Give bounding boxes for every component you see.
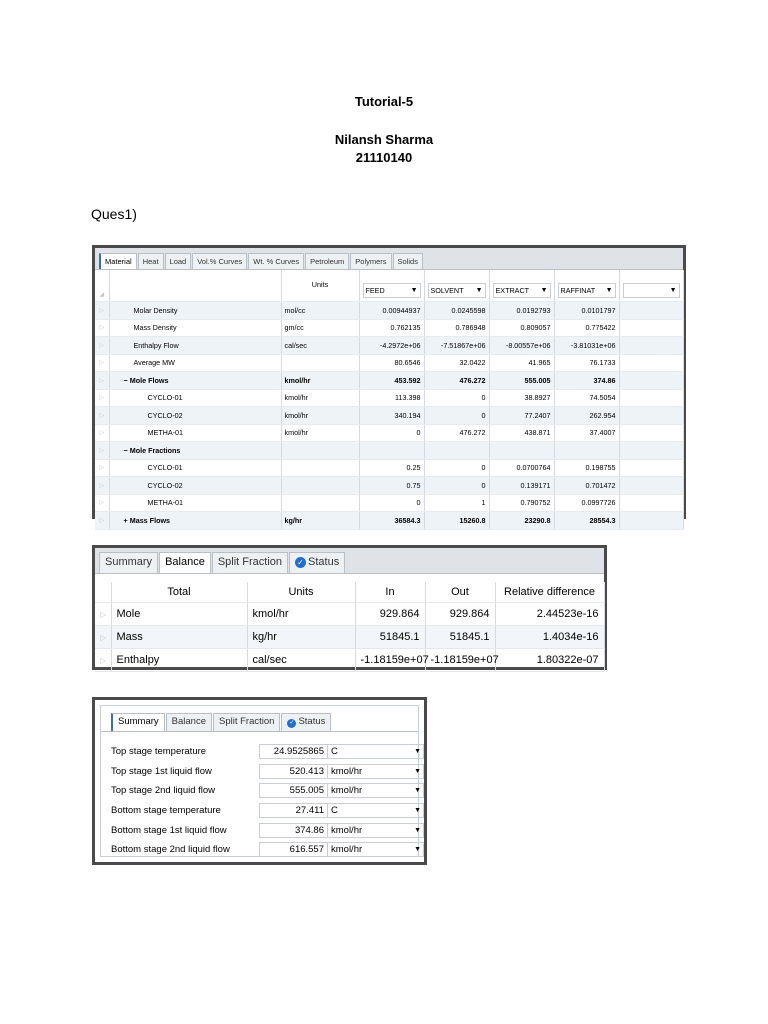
summary-label: Bottom stage 2nd liquid flow [111, 844, 230, 856]
tab-summary[interactable]: Summary [99, 552, 158, 573]
row-label: − Mole Fractions [109, 442, 281, 460]
header-in: In [355, 582, 425, 603]
summary-label: Bottom stage 1st liquid flow [111, 824, 227, 836]
tab-material[interactable]: Material [99, 253, 137, 269]
row-units: kmol/hr [281, 424, 359, 442]
summary-form [111, 742, 424, 860]
table-cell: 1.4034e-16 [495, 626, 604, 649]
table-cell[interactable]: -4.2972e+06 [359, 337, 424, 355]
table-cell[interactable]: 0.75 [359, 477, 424, 495]
header-relative-difference: Relative difference [495, 582, 604, 603]
row-expander[interactable]: ▷ [95, 302, 109, 320]
row-units: kmol/hr [281, 372, 359, 390]
table-cell: 929.864 [355, 603, 425, 626]
chevron-down-icon[interactable]: ▼ [414, 807, 421, 815]
table-cell: 1.80322e-07 [495, 649, 604, 672]
row-expander[interactable]: ▷ [95, 372, 109, 390]
stream-tabbar [95, 248, 683, 270]
table-cell [619, 319, 683, 337]
table-cell: kg/hr [247, 626, 355, 649]
row-label: CYCLO-01 [109, 389, 281, 407]
table-cell[interactable]: 453.592 [359, 372, 424, 390]
table-cell[interactable]: 0.790752 [489, 494, 554, 512]
row-label: − Mole Flows [109, 372, 281, 390]
row-expander[interactable]: ▷ [95, 337, 109, 355]
row-units: kg/hr [281, 512, 359, 530]
table-row [95, 372, 683, 390]
row-units [281, 477, 359, 495]
table-cell[interactable]: 32.0422 [424, 354, 489, 372]
table-cell[interactable]: 0.139171 [489, 477, 554, 495]
summary-label: Bottom stage temperature [111, 805, 221, 817]
check-circle-icon: ✓ [289, 720, 295, 726]
tab-split-fraction[interactable]: Split Fraction [213, 713, 280, 731]
table-cell[interactable]: 28554.3 [554, 512, 619, 530]
row-units: gm/cc [281, 319, 359, 337]
table-cell[interactable]: 0.786948 [424, 319, 489, 337]
row-units [281, 459, 359, 477]
row-label: METHA-01 [109, 424, 281, 442]
row-label: CYCLO-01 [109, 459, 281, 477]
table-cell: -1.18159e+07 [425, 649, 495, 672]
chevron-down-icon[interactable]: ▼ [414, 748, 421, 756]
table-row [95, 319, 683, 337]
tab-wt-curves[interactable]: Wt. % Curves [248, 253, 304, 269]
unit-select[interactable]: kmol/hr ▼ [328, 764, 424, 779]
table-cell[interactable]: 476.272 [424, 372, 489, 390]
tab-status[interactable]: ✓ Status [289, 552, 345, 573]
chevron-down-icon[interactable]: ▼ [414, 787, 421, 795]
header-total: Total [111, 582, 247, 603]
summary-label: Top stage 1st liquid flow [111, 765, 212, 777]
row-expander[interactable]: ▷ [95, 354, 109, 372]
table-cell: 929.864 [425, 603, 495, 626]
table-cell[interactable] [489, 442, 554, 460]
column-raffinate[interactable]: RAFFINAT ▼ [554, 270, 619, 302]
chevron-down-icon[interactable]: ▼ [475, 287, 483, 294]
row-units [281, 442, 359, 460]
chevron-down-icon[interactable]: ▼ [410, 287, 418, 294]
row-expander[interactable]: ▷ [95, 424, 109, 442]
table-cell [619, 389, 683, 407]
tab-heat[interactable]: Heat [138, 253, 164, 269]
table-cell [619, 354, 683, 372]
tab-split-fraction[interactable]: Split Fraction [212, 552, 288, 573]
table-cell [619, 459, 683, 477]
balance-screenshot [92, 545, 607, 670]
table-cell[interactable]: 0.25 [359, 459, 424, 477]
table-cell: -1.18159e+07 [355, 649, 425, 672]
tab-load[interactable]: Load [165, 253, 192, 269]
column-solvent[interactable]: SOLVENT ▼ [424, 270, 489, 302]
stream-results-screenshot [92, 245, 686, 525]
table-cell[interactable]: -7.51867e+06 [424, 337, 489, 355]
tab-status[interactable]: ✓ Status [281, 713, 331, 731]
collapse-icon[interactable]: − [123, 445, 128, 455]
expand-icon[interactable]: + [123, 515, 128, 525]
table-cell[interactable]: 0 [359, 424, 424, 442]
summary-row [111, 801, 424, 821]
row-expander[interactable]: ▷ [95, 603, 111, 626]
tab-balance[interactable]: Balance [166, 713, 212, 731]
table-cell [619, 424, 683, 442]
table-cell[interactable]: 36584.3 [359, 512, 424, 530]
summary-screenshot [92, 697, 427, 865]
table-cell[interactable]: 77.2407 [489, 407, 554, 425]
table-cell [619, 494, 683, 512]
table-cell[interactable]: 0.775422 [554, 319, 619, 337]
table-cell[interactable]: 0 [424, 389, 489, 407]
table-cell[interactable]: 476.272 [424, 424, 489, 442]
chevron-down-icon[interactable]: ▼ [414, 767, 421, 775]
row-label: Average MW [109, 354, 281, 372]
row-label: METHA-01 [109, 494, 281, 512]
table-row [95, 477, 683, 495]
table-cell: 51845.1 [355, 626, 425, 649]
table-cell[interactable]: 340.194 [359, 407, 424, 425]
table-row [95, 512, 683, 530]
summary-row [111, 840, 424, 860]
header-units: Units [247, 582, 355, 603]
chevron-down-icon[interactable]: ▼ [414, 826, 421, 834]
chevron-down-icon[interactable]: ▼ [540, 287, 548, 294]
table-cell [619, 442, 683, 460]
column-empty[interactable] [619, 270, 683, 302]
row-expander[interactable]: ▷ [95, 319, 109, 337]
summary-row [111, 820, 424, 840]
table-cell[interactable] [424, 442, 489, 460]
row-expander[interactable]: ▷ [95, 477, 109, 495]
table-row [95, 649, 604, 672]
table-cell[interactable]: 555.005 [489, 372, 554, 390]
table-cell: cal/sec [247, 649, 355, 672]
row-expander[interactable]: ▷ [95, 649, 111, 672]
unit-select[interactable]: C ▼ [328, 744, 424, 759]
table-cell[interactable]: 438.871 [489, 424, 554, 442]
roll-number: 21110140 [355, 150, 413, 165]
table-cell[interactable]: 1 [424, 494, 489, 512]
chevron-down-icon[interactable]: ▼ [669, 287, 677, 294]
doc-title: Tutorial-5 [354, 94, 414, 109]
collapse-icon[interactable]: − [123, 375, 128, 385]
summary-row [111, 742, 424, 762]
table-cell[interactable]: 0.809057 [489, 319, 554, 337]
table-row [95, 302, 683, 320]
row-units: mol/cc [281, 302, 359, 320]
table-cell[interactable]: 0 [359, 494, 424, 512]
summary-value-field[interactable]: 555.005 [259, 783, 328, 798]
table-cell[interactable]: 0 [424, 407, 489, 425]
table-cell[interactable] [554, 442, 619, 460]
row-units: cal/sec [281, 337, 359, 355]
table-cell[interactable]: 113.398 [359, 389, 424, 407]
check-circle-icon: ✓ [295, 557, 306, 568]
tab-polymers[interactable]: Polymers [350, 253, 391, 269]
table-cell [619, 477, 683, 495]
table-cell[interactable]: 0.0997726 [554, 494, 619, 512]
summary-row [111, 762, 424, 782]
column-extract[interactable]: EXTRACT ▼ [489, 270, 554, 302]
table-cell[interactable]: 38.8927 [489, 389, 554, 407]
summary-value-field[interactable]: 24.9525865 [259, 744, 328, 759]
table-cell[interactable]: 0 [424, 477, 489, 495]
unit-select[interactable]: C ▼ [328, 803, 424, 818]
balance-table [95, 582, 605, 672]
table-cell[interactable]: 15260.8 [424, 512, 489, 530]
header-blank [95, 582, 111, 603]
table-cell[interactable]: -3.81031e+06 [554, 337, 619, 355]
table-cell[interactable]: 0.0192793 [489, 302, 554, 320]
row-label: Mass Density [109, 319, 281, 337]
summary-label: Top stage temperature [111, 746, 207, 758]
header-out: Out [425, 582, 495, 603]
tab-solids[interactable]: Solids [393, 253, 423, 269]
table-row [95, 494, 683, 512]
table-row [95, 337, 683, 355]
balance-header-row [95, 582, 604, 603]
table-cell[interactable]: 374.86 [554, 372, 619, 390]
tab-balance[interactable]: Balance [159, 552, 211, 573]
table-cell[interactable]: 80.6546 [359, 354, 424, 372]
row-label: Molar Density [109, 302, 281, 320]
summary-tabbar [101, 706, 418, 732]
table-cell [619, 512, 683, 530]
row-units: kmol/hr [281, 407, 359, 425]
question-label: Ques1) [91, 206, 137, 222]
units-header: Units [281, 270, 359, 302]
table-cell: 2.44523e-16 [495, 603, 604, 626]
row-expander[interactable]: ▷ [95, 389, 109, 407]
table-cell: kmol/hr [247, 603, 355, 626]
table-cell[interactable]: 0.762135 [359, 319, 424, 337]
unit-select[interactable]: kmol/hr ▼ [328, 823, 424, 838]
summary-value-field[interactable]: 27.411 [259, 803, 328, 818]
table-cell[interactable]: 76.1733 [554, 354, 619, 372]
chevron-down-icon[interactable]: ▼ [605, 287, 613, 294]
row-expander[interactable]: ▷ [95, 442, 109, 460]
table-cell[interactable]: 23290.8 [489, 512, 554, 530]
unit-select[interactable]: kmol/hr ▼ [328, 842, 424, 857]
table-cell[interactable]: 0.198755 [554, 459, 619, 477]
table-cell[interactable]: 0.701472 [554, 477, 619, 495]
row-label: Enthalpy Flow [109, 337, 281, 355]
tab-petroleum[interactable]: Petroleum [305, 253, 349, 269]
column-feed[interactable]: FEED ▼ [359, 270, 424, 302]
table-row [95, 424, 683, 442]
table-cell[interactable]: 262.954 [554, 407, 619, 425]
table-cell[interactable]: 0.0245598 [424, 302, 489, 320]
row-expander[interactable]: ▷ [95, 459, 109, 477]
table-cell[interactable]: 0.00944937 [359, 302, 424, 320]
table-cell: Mole [111, 603, 247, 626]
summary-label: Top stage 2nd liquid flow [111, 785, 216, 797]
row-units [281, 354, 359, 372]
chevron-down-icon[interactable]: ▼ [414, 846, 421, 854]
summary-value-field[interactable]: 616.557 [259, 842, 328, 857]
row-units: kmol/hr [281, 389, 359, 407]
table-cell[interactable]: 74.5054 [554, 389, 619, 407]
header-blank [109, 270, 281, 302]
table-cell [619, 372, 683, 390]
table-row [95, 603, 604, 626]
table-row [95, 442, 683, 460]
table-cell[interactable]: 37.4007 [554, 424, 619, 442]
row-expander[interactable]: ▷ [95, 512, 109, 530]
row-label: + Mass Flows [109, 512, 281, 530]
grid-corner: ◢ [95, 270, 109, 302]
summary-value-field[interactable]: 374.86 [259, 823, 328, 838]
row-label: CYCLO-02 [109, 407, 281, 425]
row-units [281, 494, 359, 512]
unit-select[interactable]: kmol/hr ▼ [328, 783, 424, 798]
row-expander[interactable]: ▷ [95, 407, 109, 425]
table-cell [619, 302, 683, 320]
table-row [95, 389, 683, 407]
table-row [95, 354, 683, 372]
table-cell: Enthalpy [111, 649, 247, 672]
table-cell[interactable] [359, 442, 424, 460]
row-label: CYCLO-02 [109, 477, 281, 495]
table-cell[interactable]: 0.0101797 [554, 302, 619, 320]
tab-vol-curves[interactable]: Vol.% Curves [192, 253, 247, 269]
table-cell [619, 407, 683, 425]
author-name: Nilansh Sharma [334, 132, 434, 147]
table-row [95, 459, 683, 477]
table-row [95, 407, 683, 425]
summary-row [111, 781, 424, 801]
table-cell[interactable]: 0.0700764 [489, 459, 554, 477]
table-cell[interactable]: -8.00557e+06 [489, 337, 554, 355]
table-cell[interactable]: 41.965 [489, 354, 554, 372]
table-cell[interactable]: 0 [424, 459, 489, 477]
table-cell: 51845.1 [425, 626, 495, 649]
table-row [95, 626, 604, 649]
row-expander[interactable]: ▷ [95, 494, 109, 512]
summary-value-field[interactable]: 520.413 [259, 764, 328, 779]
table-cell [619, 337, 683, 355]
row-expander[interactable]: ▷ [95, 626, 111, 649]
stream-header-row [95, 270, 683, 302]
table-cell: Mass [111, 626, 247, 649]
tab-summary[interactable]: Summary [111, 713, 165, 731]
balance-tabbar [95, 548, 604, 574]
stream-table [95, 270, 684, 530]
